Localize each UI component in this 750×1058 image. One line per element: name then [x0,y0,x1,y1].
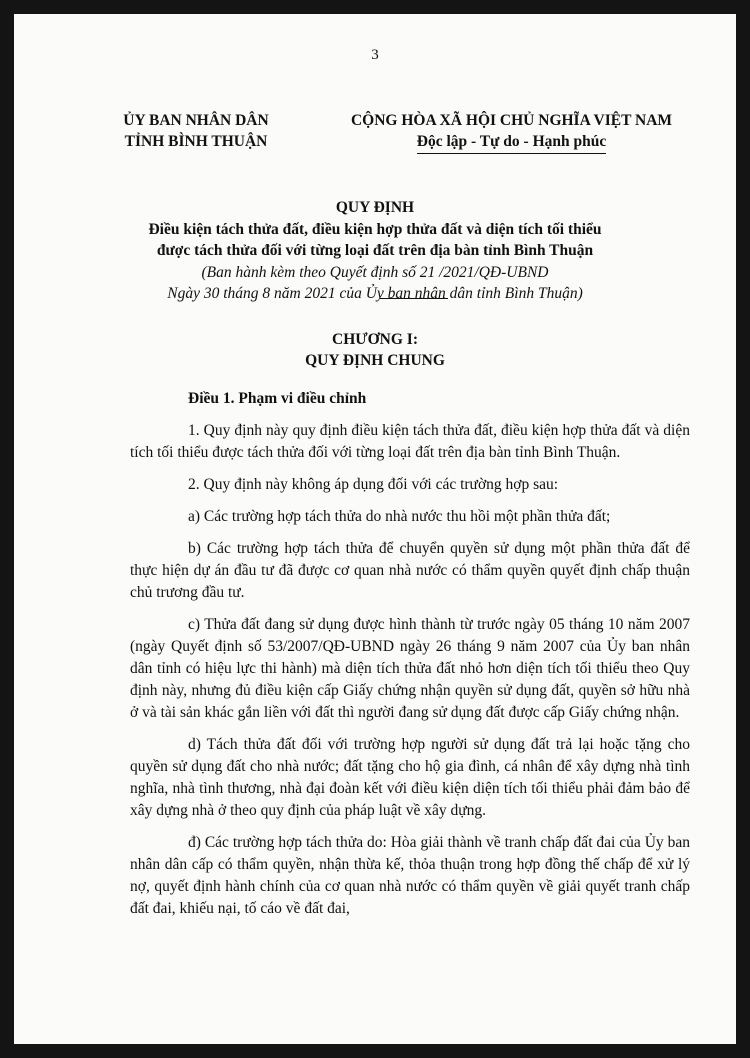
page-number: 3 [371,47,379,63]
paragraph: đ) Các trường hợp tách thửa do: Hòa giải thành về tranh chấp đất đai của Ủy ban nhân dân cấp có thẩm quyền, nhận thừa kế, thỏa thuận trong hợp đồng thế chấp để xử lý nợ, quyết định hành chính của cơ quan nhà nước có thẩm quyền về giải quyết tranh chấp đất đai, khiếu nại, tố cáo về đất đai, [130,834,690,917]
paragraph: 2. Quy định này không áp dụng đối với các trường hợp sau: [188,476,559,493]
article-heading: Điều 1. Phạm vi điều chỉnh [188,390,367,407]
authority-line-2: TỈNH BÌNH THUẬN [124,133,268,150]
motto: Độc lập - Tự do - Hạnh phúc [417,131,606,154]
authority-line-1: ỦY BAN NHÂN DÂN [123,112,269,129]
chapter-number: CHƯƠNG I: [332,331,418,348]
title-subtitle-1: Điều kiện tách thửa đất, điều kiện hợp thửa đất và diện tích tối thiểu [148,220,602,238]
paragraph: 1. Quy định này quy định điều kiện tách thửa đất, điều kiện hợp thửa đất và diện tích tối thiểu được tách thửa đối với từng loại đất trên địa bàn tỉnh Bình Thuận. [130,422,690,461]
document-page [14,14,736,1044]
paragraph: a) Các trường hợp tách thửa do nhà nước thu hồi một phần thửa đất; [188,508,611,525]
chapter-name: QUY ĐỊNH CHUNG [305,352,445,369]
country-name: CỘNG HÒA XÃ HỘI CHỦ NGHĨA VIỆT NAM [350,112,673,129]
title-divider [380,298,448,299]
document-title [14,197,736,305]
title-subtitle-2: được tách thửa đối với từng loại đất trên địa bàn tỉnh Bình Thuận [156,242,594,259]
issued-by-line-2: Ngày 30 tháng 8 năm 2021 của Ủy ban nhân dân tỉnh Bình Thuận) [167,285,583,302]
chapter-heading [14,329,736,371]
issuing-authority [112,110,280,152]
document-body [130,388,690,930]
title-main: QUY ĐỊNH [335,199,415,216]
national-motto [334,110,689,154]
paragraph: d) Tách thửa đất đối với trường hợp người sử dụng đất trả lại hoặc tặng cho quyền sử dụng đất cho nhà nước; đất tặng cho hộ gia đình, cá nhân để xây dựng nhà tình nghĩa, nhà tình thương, nhà đại đoàn kết với điều kiện diện tích tối thiểu phải đảm bảo để xây dựng nhà ở theo quy định của pháp luật về xây dựng. [130,736,690,819]
issued-by-line-1: (Ban hành kèm theo Quyết định số 21 /2021/QĐ-UBND [201,263,549,281]
paragraph: b) Các trường hợp tách thửa để chuyển quyền sử dụng một phần thửa đất để thực hiện dự án đầu tư đã được cơ quan nhà nước có thẩm quyền quyết định chấp thuận chủ trương đầu tư. [130,540,690,601]
paragraph: c) Thửa đất đang sử dụng được hình thành từ trước ngày 05 tháng 10 năm 2007 (ngày Quyết định số 53/2007/QĐ-UBND ngày 26 tháng 9 năm 2007 của Ủy ban nhân dân tỉnh có hiệu lực thi hành) mà diện tích thửa đất nhỏ hơn diện tích tối thiểu theo Quy định này, nhưng đủ điều kiện cấp Giấy chứng nhận quyền sử dụng đất, quyền sở hữu nhà ở và tài sản khác gắn liền với đất thì người đang sử dụng đất được cấp Giấy chứng nhận. [130,616,690,721]
